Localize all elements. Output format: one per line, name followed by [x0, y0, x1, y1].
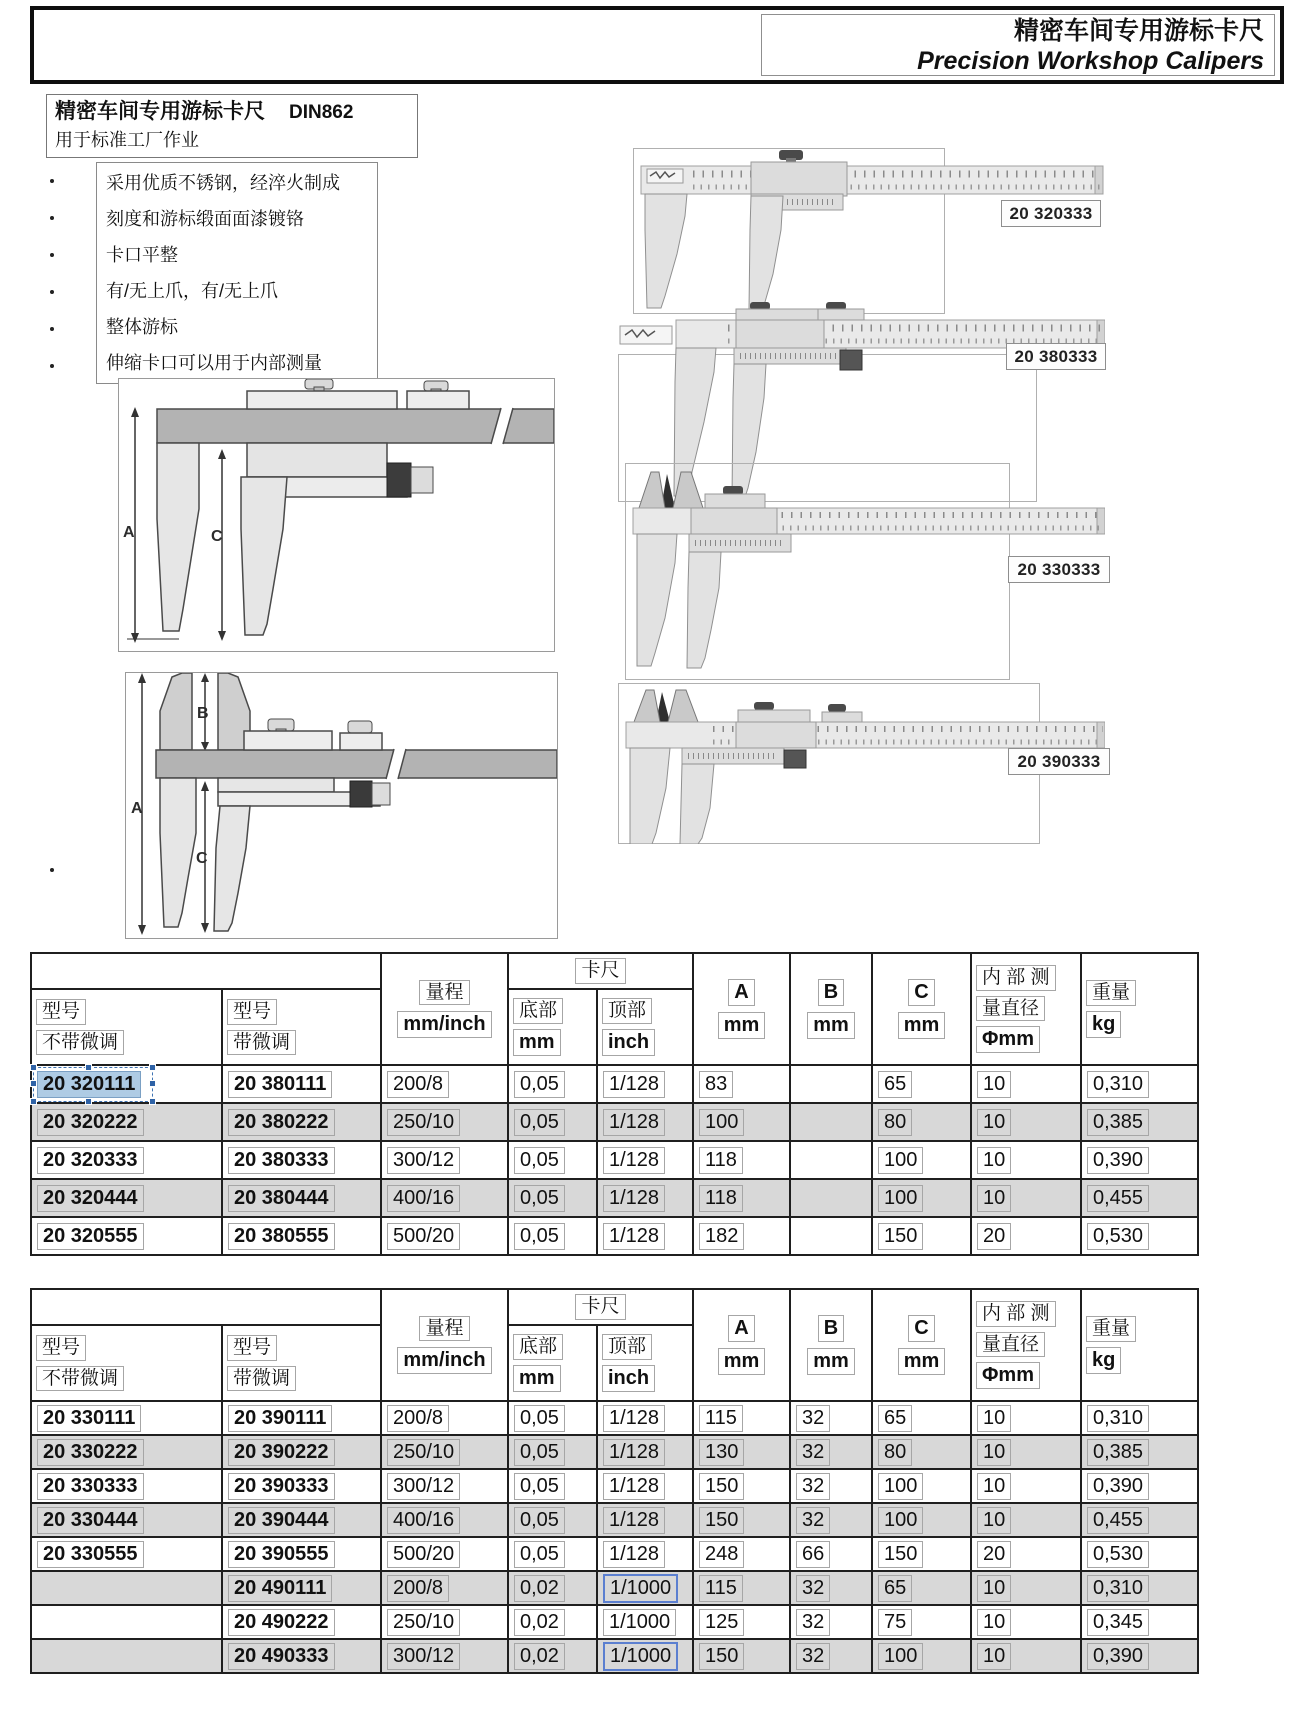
cell-value: 1/1000	[603, 1609, 676, 1636]
table-row	[31, 1571, 1198, 1605]
selection-handle[interactable]	[149, 1080, 156, 1087]
spec-table-with-upper-jaws	[30, 1288, 1199, 1674]
cell-value: 10	[977, 1609, 1011, 1636]
feature-item: 有/无上爪，有/无上爪	[106, 281, 279, 301]
cell-value: 1/128	[603, 1439, 665, 1466]
selection-handle[interactable]	[85, 1064, 92, 1071]
col-header-model-fine: 型号 带微调	[222, 1325, 381, 1401]
selection-handle[interactable]	[149, 1064, 156, 1071]
cell-value: 0,05	[514, 1223, 565, 1250]
spec-table-without-upper-jaws	[30, 952, 1199, 1256]
bullet-dots	[50, 162, 64, 384]
selection-handle[interactable]	[30, 1098, 37, 1105]
cell-value: 248	[699, 1541, 744, 1568]
cell-value: 20 320444	[37, 1185, 144, 1212]
col-header-bottom: 底部 mm	[508, 989, 597, 1065]
cell-value: 100	[699, 1109, 744, 1136]
cell-value: 250/10	[387, 1109, 460, 1136]
col-header-inner-dia: 内 部 测 量直径 Φmm	[971, 1289, 1081, 1401]
cell-value: 20 490222	[228, 1609, 335, 1636]
cell-value: 20 380222	[228, 1109, 335, 1136]
cell-value: 150	[878, 1223, 923, 1250]
table-row	[31, 1537, 1198, 1571]
table-row	[31, 1435, 1198, 1469]
col-header-c: C mm	[872, 953, 971, 1065]
page-title-en: Precision Workshop Calipers	[917, 47, 1264, 75]
caliper-drawing-with-upper-jaws	[126, 673, 557, 938]
cell-value: 1/128	[603, 1541, 665, 1568]
cell-value: 10	[977, 1147, 1011, 1174]
selection-handle[interactable]	[85, 1098, 92, 1105]
col-header-bottom: 底部 mm	[508, 1325, 597, 1401]
cell-value: 100	[878, 1185, 923, 1212]
cell-value: 0,530	[1087, 1541, 1149, 1568]
cell-value: 0,05	[514, 1439, 565, 1466]
cell-value: 0,455	[1087, 1185, 1149, 1212]
cell-value: 20 330333	[37, 1473, 144, 1500]
bullet-dot-icon	[50, 253, 54, 257]
dim-label-c: C	[196, 850, 208, 867]
cell-value: 1/128	[603, 1223, 665, 1250]
cell-value: 20	[977, 1223, 1011, 1250]
bullet-dot-icon	[50, 290, 54, 294]
table-row	[31, 1469, 1198, 1503]
cell-value: 1/128	[603, 1109, 665, 1136]
dim-label-a: A	[131, 800, 143, 817]
cell-value: 0,530	[1087, 1223, 1149, 1250]
bullet-dot-icon	[50, 364, 54, 368]
cell-value: 20 380555	[228, 1223, 335, 1250]
cell-value: 66	[796, 1541, 830, 1568]
cell-value: 20 330555	[37, 1541, 144, 1568]
cell-value: 10	[977, 1071, 1011, 1098]
cell-value: 0,02	[514, 1609, 565, 1636]
cell-value: 0,385	[1087, 1109, 1149, 1136]
cell-value: 20 390555	[228, 1541, 335, 1568]
cell-value: 20 330444	[37, 1507, 144, 1534]
col-header-model-plain: 型号 不带微调	[31, 989, 222, 1065]
table-row	[31, 1217, 1198, 1255]
cell-value: 200/8	[387, 1575, 449, 1602]
col-header-top: 顶部 inch	[597, 989, 693, 1065]
cell-value: 150	[699, 1507, 744, 1534]
cell-value: 32	[796, 1609, 830, 1636]
cell-value: 32	[796, 1473, 830, 1500]
cell-value: 0,02	[514, 1575, 565, 1602]
feature-item: 采用优质不锈钢，经淬火制成	[106, 173, 340, 193]
product-code-label: 20 320333	[1001, 200, 1101, 227]
cell-value: 10	[977, 1109, 1011, 1136]
bullet-dot-icon	[50, 179, 54, 183]
cell-value: 0,05	[514, 1541, 565, 1568]
product-code-label: 20 380333	[1006, 343, 1106, 370]
cell-value: 100	[878, 1473, 923, 1500]
dimension-drawing-2-frame	[125, 672, 558, 939]
table-row	[31, 1141, 1198, 1179]
product-code-label: 20 330333	[1008, 556, 1110, 583]
cell-value: 130	[699, 1439, 744, 1466]
cell-value: 0,05	[514, 1507, 565, 1534]
table-row	[31, 1103, 1198, 1141]
cell-value: 0,390	[1087, 1473, 1149, 1500]
section-heading-box	[46, 94, 418, 158]
cell-value: 400/16	[387, 1185, 460, 1212]
cell-value: 118	[699, 1185, 743, 1212]
col-header-a: A mm	[693, 953, 790, 1065]
selection-handle[interactable]	[30, 1080, 37, 1087]
cell-value: 0,390	[1087, 1643, 1149, 1670]
table-row	[31, 1065, 1198, 1103]
col-header-weight: 重量 kg	[1081, 953, 1198, 1065]
cell-value: 20 490111	[228, 1575, 332, 1602]
feature-item: 整体游标	[106, 317, 178, 337]
cell-value: 20 320222	[37, 1109, 144, 1136]
cell-value: 300/12	[387, 1643, 460, 1670]
col-header-model-fine: 型号 带微调	[222, 989, 381, 1065]
cell-value: 125	[699, 1609, 744, 1636]
col-header-range: 量程 mm/inch	[381, 1289, 508, 1401]
section-title-zh: 精密车间专用游标卡尺	[55, 100, 265, 123]
cell-value: 1/128	[603, 1405, 665, 1432]
cell-value: 1/128	[603, 1473, 665, 1500]
cell-value: 250/10	[387, 1439, 460, 1466]
cell-value: 100	[878, 1643, 923, 1670]
col-header-a: A mm	[693, 1289, 790, 1401]
cell-value: 182	[699, 1223, 744, 1250]
cell-value: 0,05	[514, 1147, 565, 1174]
cell-value: 250/10	[387, 1609, 460, 1636]
cell-value: 20 380111	[228, 1071, 332, 1098]
cell-value: 1/1000	[603, 1642, 678, 1671]
dim-label-b: B	[197, 705, 209, 722]
cell-value: 10	[977, 1405, 1011, 1432]
cell-value: 0,310	[1087, 1071, 1149, 1098]
cell-value: 100	[878, 1147, 923, 1174]
cell-value: 32	[796, 1643, 830, 1670]
col-header-weight: 重量 kg	[1081, 1289, 1198, 1401]
cell-value: 0,02	[514, 1643, 565, 1670]
feature-item: 刻度和游标缎面面漆镀铬	[106, 209, 304, 229]
cell-value: 20 390333	[228, 1473, 335, 1500]
cell-value: 20 380333	[228, 1147, 335, 1174]
caliper-drawing-no-upper-jaws	[119, 379, 554, 651]
cell-value: 20 390111	[228, 1405, 332, 1432]
cell-value: 10	[977, 1439, 1011, 1466]
stray-bullet-dot	[50, 868, 54, 872]
header-spacer	[31, 1289, 381, 1325]
cell-value: 500/20	[387, 1541, 460, 1568]
cell-value: 150	[878, 1541, 923, 1568]
cell-value: 0,05	[514, 1071, 565, 1098]
col-header-b: B mm	[790, 1289, 872, 1401]
table-row	[31, 1639, 1198, 1673]
dim-label-c: C	[211, 528, 223, 545]
col-group-caliper: 卡尺	[508, 1289, 693, 1325]
cell-value: 0,05	[514, 1185, 565, 1212]
cell-value: 118	[699, 1147, 743, 1174]
cell-value: 20 390222	[228, 1439, 335, 1466]
cell-value: 0,345	[1087, 1609, 1149, 1636]
cell-value: 20 380444	[228, 1185, 335, 1212]
cell-value: 20 330111	[37, 1405, 141, 1432]
header-spacer	[31, 953, 381, 989]
cell-value: 20 490333	[228, 1643, 335, 1670]
cell-value: 32	[796, 1575, 830, 1602]
cell-value: 115	[699, 1405, 743, 1432]
feature-item: 卡口平整	[106, 245, 178, 265]
table-row	[31, 1605, 1198, 1639]
cell-value: 20 320333	[37, 1147, 144, 1174]
caliper-photo-1	[633, 150, 1105, 312]
cell-value: 150	[699, 1643, 744, 1670]
cell-value: 20	[977, 1541, 1011, 1568]
dim-label-a: A	[123, 524, 135, 541]
cell-value: 500/20	[387, 1223, 460, 1250]
selected-text-box[interactable]	[37, 1071, 141, 1098]
cell-value: 1/128	[603, 1507, 665, 1534]
section-subtitle: 用于标准工厂作业	[55, 130, 199, 150]
cell-value: 1/128	[603, 1185, 665, 1212]
cell-value: 0,05	[514, 1109, 565, 1136]
cell-value: 10	[977, 1643, 1011, 1670]
page-title-box	[761, 14, 1275, 76]
cell-value: 10	[977, 1473, 1011, 1500]
cell-value: 75	[878, 1609, 912, 1636]
cell-value: 80	[878, 1109, 912, 1136]
cell-value: 65	[878, 1405, 912, 1432]
cell-value: 0,05	[514, 1473, 565, 1500]
cell-value: 1/128	[603, 1071, 665, 1098]
cell-value: 65	[878, 1575, 912, 1602]
cell-value: 83	[699, 1071, 733, 1098]
col-header-inner-dia: 内 部 测 量直径 Φmm	[971, 953, 1081, 1065]
cell-value: 200/8	[387, 1071, 449, 1098]
cell-value: 1/1000	[603, 1574, 678, 1603]
cell-value: 0,455	[1087, 1507, 1149, 1534]
cell-value: 0,05	[514, 1405, 565, 1432]
cell-value: 0,310	[1087, 1405, 1149, 1432]
cell-value: 32	[796, 1439, 830, 1466]
cell-value: 32	[796, 1405, 830, 1432]
table-row	[31, 1401, 1198, 1435]
cell-value: 80	[878, 1439, 912, 1466]
din-standard: DIN862	[289, 102, 354, 123]
cell-value: 400/16	[387, 1507, 460, 1534]
cell-value: 32	[796, 1507, 830, 1534]
page-title-zh: 精密车间专用游标卡尺	[1013, 17, 1264, 45]
cell-value: 10	[977, 1507, 1011, 1534]
bullet-dot-icon	[50, 216, 54, 220]
col-header-c: C mm	[872, 1289, 971, 1401]
col-header-b: B mm	[790, 953, 872, 1065]
cell-value: 20 320555	[37, 1223, 144, 1250]
table-row	[31, 1503, 1198, 1537]
cell-value: 0,385	[1087, 1439, 1149, 1466]
cell-value: 20 320111	[37, 1071, 141, 1098]
cell-value: 10	[977, 1185, 1011, 1212]
selection-handle[interactable]	[149, 1098, 156, 1105]
bullet-dot-icon	[50, 327, 54, 331]
dimension-drawing-1-frame	[118, 378, 555, 652]
table-row	[31, 1179, 1198, 1217]
cell-value: 300/12	[387, 1147, 460, 1174]
col-header-model-plain: 型号 不带微调	[31, 1325, 222, 1401]
col-header-range: 量程 mm/inch	[381, 953, 508, 1065]
page-header-banner	[30, 6, 1284, 84]
feature-item: 伸缩卡口可以用于内部测量	[106, 353, 322, 373]
cell-value: 115	[699, 1575, 743, 1602]
cell-value: 150	[699, 1473, 744, 1500]
col-header-top: 顶部 inch	[597, 1325, 693, 1401]
feature-list	[96, 162, 378, 384]
cell-value: 300/12	[387, 1473, 460, 1500]
product-code-label: 20 390333	[1008, 748, 1110, 775]
col-group-caliper: 卡尺	[508, 953, 693, 989]
cell-value: 65	[878, 1071, 912, 1098]
cell-value: 20 330222	[37, 1439, 144, 1466]
cell-value: 100	[878, 1507, 923, 1534]
cell-value: 20 390444	[228, 1507, 335, 1534]
cell-value: 10	[977, 1575, 1011, 1602]
cell-value: 200/8	[387, 1405, 449, 1432]
cell-value: 0,310	[1087, 1575, 1149, 1602]
cell-value: 1/128	[603, 1147, 665, 1174]
cell-value: 0,390	[1087, 1147, 1149, 1174]
selection-handle[interactable]	[30, 1064, 37, 1071]
